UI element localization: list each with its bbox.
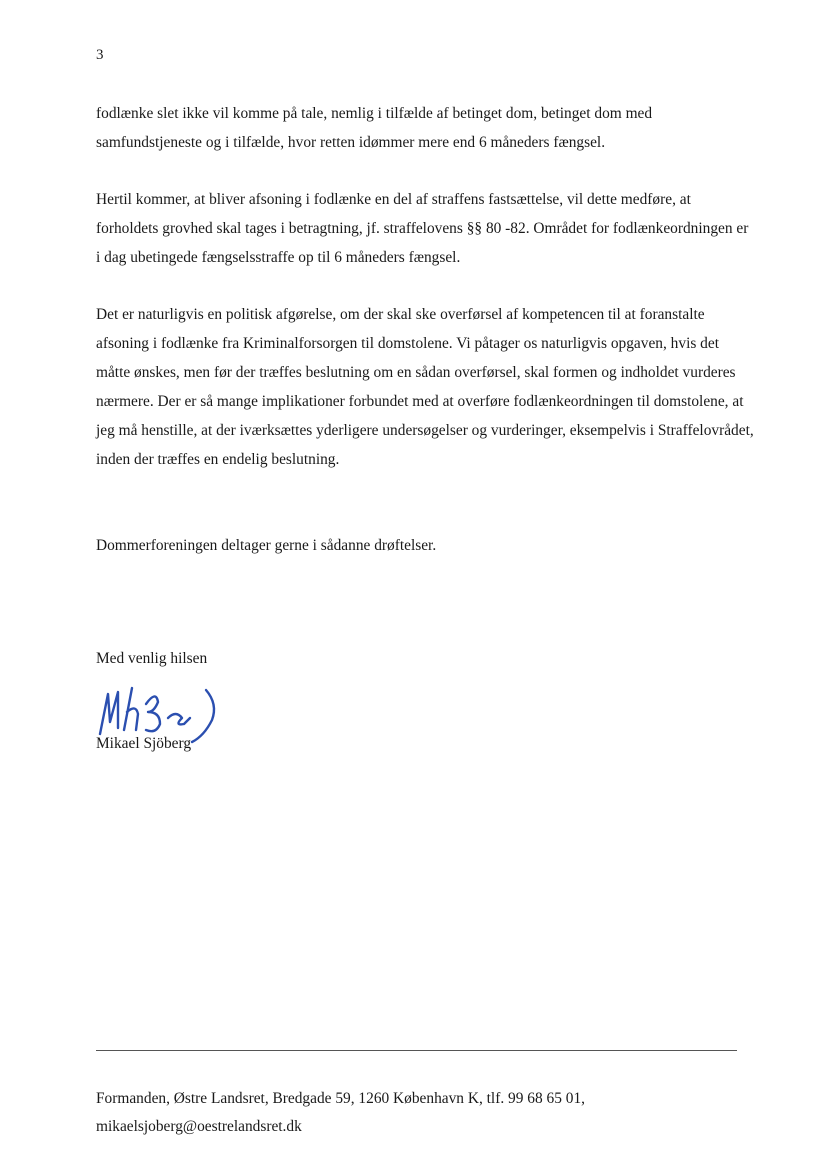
page-number: 3 [96, 47, 104, 63]
paragraph-3: Det er naturligvis en politisk afgørelse, om der skal ske overførsel af kompetencen til at foranstalte afsoning i fodlænke fra Kriminalforsorgen til domstolene. Vi påtager os naturligvis opgaven, hvis det måtte ønskes, men før der træffes beslutning om en sådan overførsel, skal formen og indholdet vurderes nærmere. Der er så mange implikationer forbundet med at overføre fodlænkeordningen til domstolene, at jeg må henstille, at der iværksættes yderligere undersøgelser og vurderinger, eksempelvis i Straffelovrådet, inden der træffes en endelig beslutning. [96, 306, 754, 468]
footer-address: Formanden, Østre Landsret, Bredgade 59, 1260 København K, tlf. 99 68 65 01, [96, 1090, 585, 1107]
paragraph-1: fodlænke slet ikke vil komme på tale, nemlig i tilfælde af betinget dom, betinget dom med samfundstjeneste og i tilfælde, hvor retten idømmer mere end 6 måneders fængsel. [96, 105, 653, 151]
closing-salutation: Med venlig hilsen [96, 650, 208, 667]
paragraph-2: Hertil kommer, at bliver afsoning i fodlænke en del af straffens fastsættelse, vil dette medføre, at forholdets grovhed skal tages i betragtning, jf. straffelovens §§ 80 -82. Området for fodlænkeordningen er i dag ubetingede fængselsstraffe op til 6 måneders fængsel. [96, 191, 749, 266]
signer-name: Mikael Sjöberg [96, 735, 192, 752]
paragraph-4: Dommerforeningen deltager gerne i sådanne drøftelser. [96, 537, 437, 554]
footer-email: mikaelsjoberg@oestrelandsret.dk [96, 1118, 302, 1135]
footer-divider [96, 1050, 737, 1051]
